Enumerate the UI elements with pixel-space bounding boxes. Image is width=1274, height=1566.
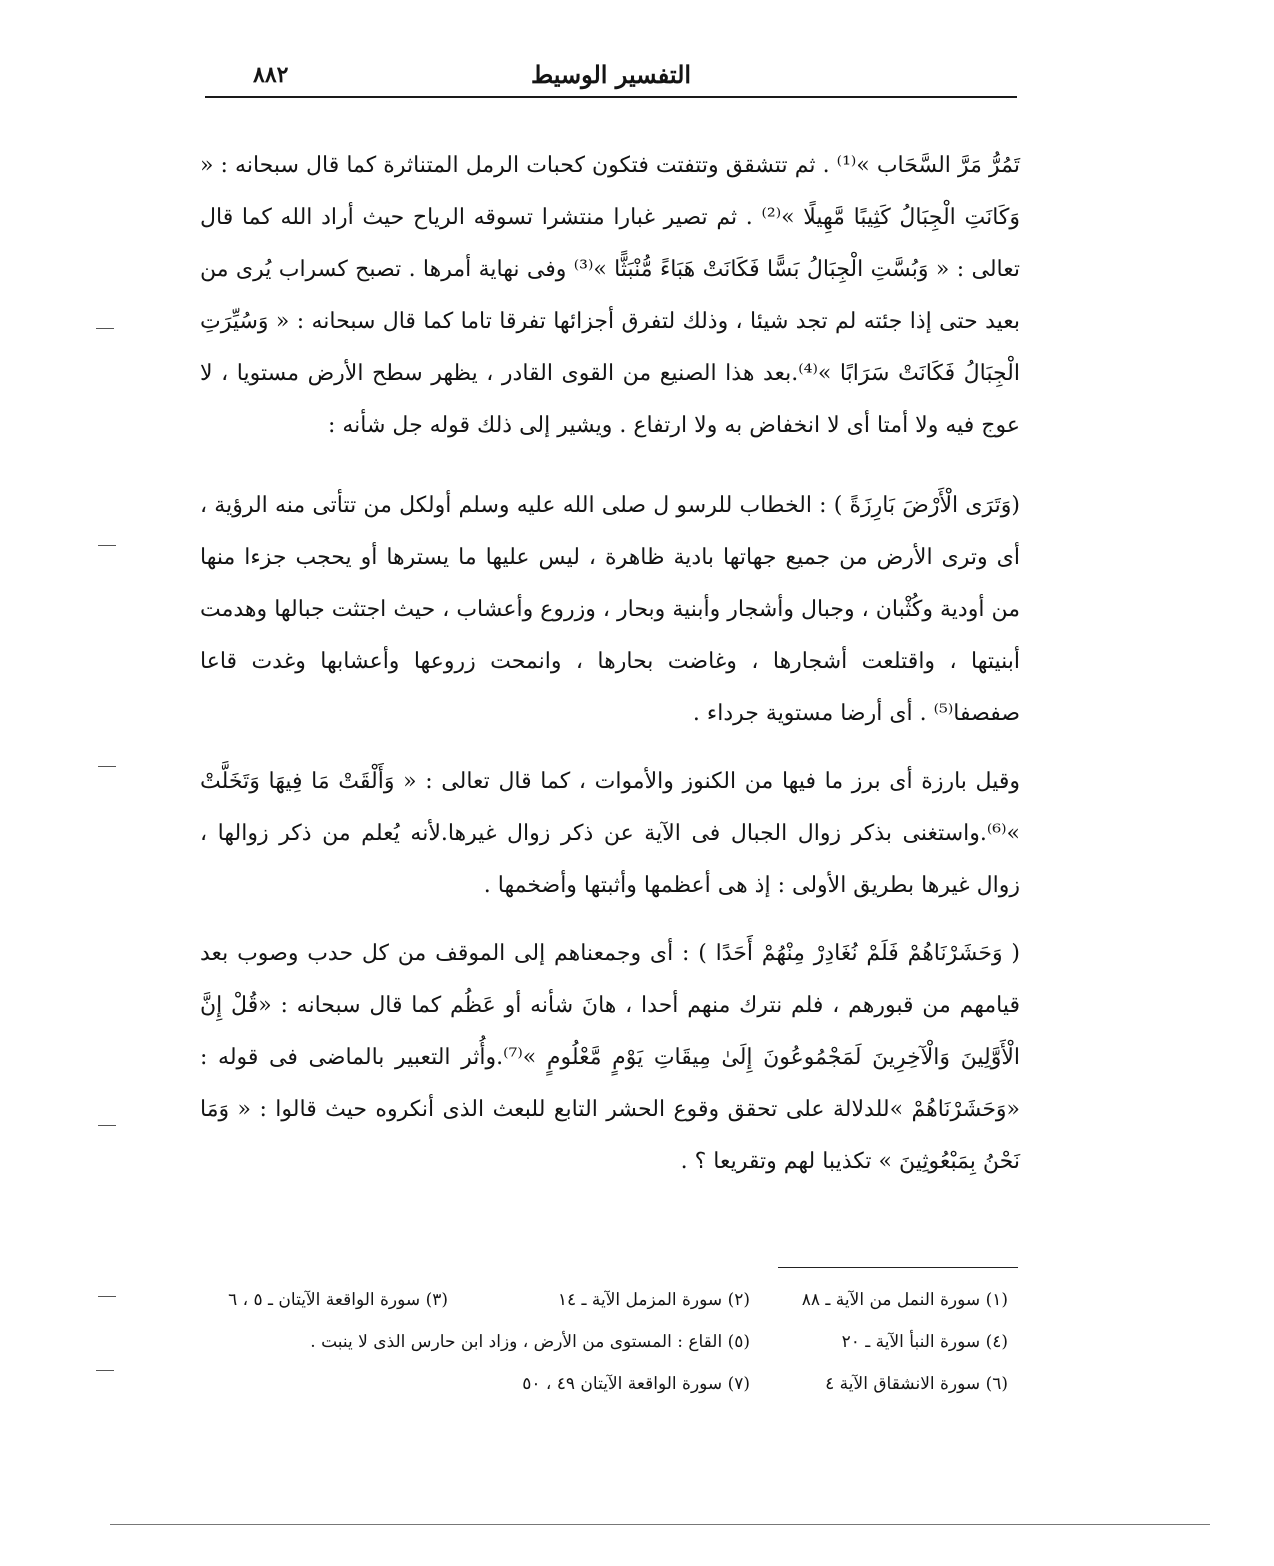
- paragraph: وقيل بارزة أى برز ما فيها من الكنوز والأموات ، كما قال تعالى : « وَأَلْقَتْ مَا فِيهَا وَتَخَلَّتْ »⁽⁶⁾.واستغنى بذكر زوال الجبال فى الآية عن ذكر زوال غيرها.لأنه يُعلم من ذكر زوالها ، زوال غيرها بطريق الأولى : إذ هى أعظمها وأثبتها وأضخمها .: [200, 769, 1020, 898]
- paragraph: (وَتَرَى الْأَرْضَ بَارِزَةً ) : الخطاب للرسو ل صلى الله عليه وسلم أولكل من تتأتى منه الرؤية ، أى وترى الأرض من جميع جهاتها بادية ظاهرة ، ليس عليها ما يسترها أو يحجب جزءا منها من أودية وكُثْبان ، وجبال وأشجار وأبنية وبحار ، وزروع وأعشاب ، حيث اجتثت جبالها وهدمت أبنيتها ، واقتلعت أشجارها ، وغاضت بحارها ، وانمحت زروعها وأعشابها وغدت قاعا صفصفا⁽⁵⁾ . أى أرضا مستوية جرداء .: [200, 493, 1020, 726]
- page-number: ٨٨٢: [253, 62, 289, 88]
- footnote: (٤) سورة النبأ الآية ـ ٢٠: [841, 1332, 1008, 1352]
- footnote-row: [222, 1332, 1008, 1374]
- footnote-separator: [778, 1267, 1018, 1268]
- running-title: التفسير الوسيط: [530, 60, 692, 89]
- footnote: (٧) سورة الواقعة الآيتان ٤٩ ، ٥٠: [522, 1374, 750, 1394]
- paragraph: تَمُرُّ مَرَّ السَّحَاب »⁽¹⁾ . ثم تتشقق وتتفتت فتكون كحبات الرمل المتناثرة كما قال سبحانه : « وَكَانَتِ الْجِبَالُ كَثِيبًا مَّهِيلًا »⁽²⁾ . ثم تصير غبارا منتشرا تسوقه الرياح حيث أراد الله كما قال تعالى : « وَبُسَّتِ الْجِبَالُ بَسًّا فَكَانَتْ هَبَاءً مُّنْبَثًّا »⁽³⁾ وفى نهاية أمرها . تصبح كسراب يُرى من بعيد حتى إذا جئته لم تجد شيئا ، وذلك لتفرق أجزائها تفرقا تاما كما قال سبحانه : « وَسُيِّرَتِ الْجِبَالُ فَكَانَتْ سَرَابًا »⁽⁴⁾.بعد هذا الصنيع من القوى القادر ، يظهر سطح الأرض مستويا ، لا عوج فيه ولا أمتا أى لا انخفاض به ولا ارتفاع . ويشير إلى ذلك قوله جل شأنه :: [200, 153, 1020, 438]
- scan-margin-mark: [96, 1370, 114, 1371]
- footnote-row: [222, 1290, 1008, 1332]
- page-header: [205, 54, 1017, 98]
- paragraph: ( وَحَشَرْنَاهُمْ فَلَمْ نُغَادِرْ مِنْهُمْ أَحَدًا ) : أى وجمعناهم إلى الموقف من كل حدب وصوب بعد قيامهم من قبورهم ، فلم نترك منهم أحدا ، هانَ شأنه أو عَظُم كما قال سبحانه : «قُلْ إِنَّ الْأَوَّلِينَ وَالْآخِرِينَ لَمَجْمُوعُونَ إِلَىٰ مِيقَاتِ يَوْمٍ مَّعْلُومٍ »⁽⁷⁾.وأُثر التعبير بالماضى فى قوله : «وَحَشَرْنَاهُمْ »للدلالة على تحقق وقوع الحشر التابع للبعث الذى أنكروه حيث قالوا : « وَمَا نَحْنُ بِمَبْعُوثِينَ » تكذيبا لهم وتقريعا ؟ .: [200, 941, 1020, 1174]
- footnotes: [222, 1290, 1008, 1416]
- footnote: (١) سورة النمل من الآية ـ ٨٨: [801, 1290, 1008, 1310]
- footnote: (٣) سورة الواقعة الآيتان ـ ٥ ، ٦: [228, 1290, 448, 1310]
- scan-bottom-edge: [110, 1524, 1210, 1525]
- scan-margin-mark: [98, 545, 116, 546]
- footnote-row: [222, 1374, 1008, 1416]
- page-body: [200, 140, 1020, 1188]
- scan-margin-mark: [96, 328, 114, 329]
- scan-margin-mark: [98, 1296, 116, 1297]
- footnote: (٦) سورة الانشقاق الآية ٤: [825, 1374, 1008, 1394]
- footnote: (٥) القاع : المستوى من الأرض ، وزاد ابن حارس الذى لا ينبت .: [310, 1332, 750, 1352]
- footnote: (٢) سورة المزمل الآية ـ ١٤: [557, 1290, 750, 1310]
- scan-margin-mark: [98, 1125, 116, 1126]
- scan-margin-mark: [98, 766, 116, 767]
